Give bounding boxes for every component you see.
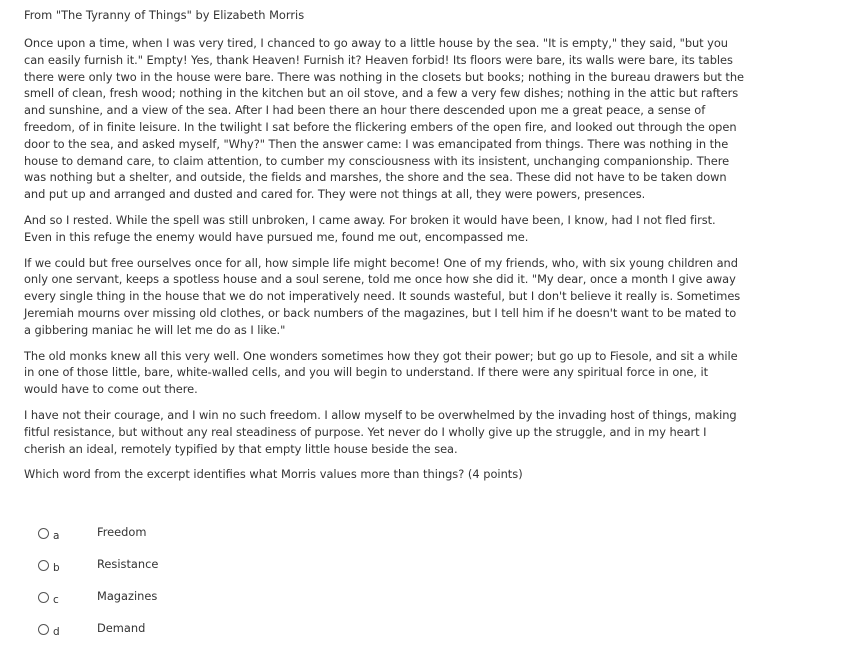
choice-text-b[interactable]: Resistance <box>97 557 159 571</box>
radio-button-a[interactable] <box>38 528 49 539</box>
choice-letter-c: c <box>53 594 59 606</box>
excerpt-paragraph-2: And so I rested. While the spell was still unbroken, I came away. For broken it would have been, I know, had I not fled first. Even in this refuge the enemy would have pursued me, found me out, encompassed me. <box>24 212 716 244</box>
choice-letter-a: a <box>53 530 60 542</box>
choice-text-a[interactable]: Freedom <box>97 525 147 539</box>
choice-c[interactable] <box>38 584 438 616</box>
excerpt-source: From "The Tyranny of Things" by Elizabeth Morris <box>24 8 305 22</box>
excerpt-paragraph-4: The old monks knew all this very well. One wonders sometimes how they got their power; but go up to Fiesole, and sit a while in one of those little, bare, white-walled cells, and you will begin to understand. If there were any spiritual force in one, it would have to come out there. <box>24 348 738 397</box>
choice-text-d[interactable]: Demand <box>97 621 146 635</box>
question-prompt: Which word from the excerpt identifies what Morris values more than things? (4 points) <box>24 467 523 482</box>
radio-button-b[interactable] <box>38 560 49 571</box>
excerpt-paragraph-3: If we could but free ourselves once for all, how simple life might become! One of my friends, who, with six young children and only one servant, keeps a spotless house and a soul serene, told me once how she did it. "My dear, once a month I give away every single thing in the house that we do not imperatively need. It sounds wasteful, but I don't believe it really is. Sometimes Jeremiah mourns over missing old clothes, or back numbers of the magazines, but I tell him if he doesn't want to be mated to a gibbering maniac he will let me do as I like." <box>24 255 741 337</box>
choice-d[interactable] <box>38 616 438 648</box>
choice-b[interactable] <box>38 552 438 584</box>
radio-button-d[interactable] <box>38 624 49 635</box>
choice-letter-b: b <box>53 562 60 574</box>
choice-letter-d: d <box>53 626 60 638</box>
excerpt-paragraph-1: Once upon a time, when I was very tired, I chanced to go away to a little house by the sea. "It is empty," they said, "but you can easily furnish it." Empty! Yes, thank Heaven! Furnish it? Heaven forbid! Its floors were bare, its walls were bare, its tables there were only two in the house were bare. There was nothing in the closets but books; nothing in the bureau drawers but the smell of clean, fresh wood; nothing in the kitchen but an oil stove, and a few a very few dishes; nothing in the attic but rafters and sunshine, and a view of the sea. After I had been there an hour there descended upon me a great peace, a sense of freedom, of in finite leisure. In the twilight I sat before the flickering embers of the open fire, and looked out through the open door to the sea, and asked myself, "Why?" Then the answer came: I was emancipated from things. There was nothing in the house to demand care, to claim attention, to cumber my consciousness with its insistent, unchanging companionship. There was nothing but a shelter, and outside, the fields and marshes, the shore and the sea. These did not have to be taken down and put up and arranged and dusted and cared for. They were not things at all, they were powers, presences. <box>24 36 744 202</box>
question-page <box>24 7 744 483</box>
choice-text-c[interactable]: Magazines <box>97 589 158 603</box>
excerpt-paragraph-5: I have not their courage, and I win no such freedom. I allow myself to be overwhelmed by the invading host of things, making fitful resistance, but without any real steadiness of purpose. Yet never do I wholly give up the struggle, and in my heart I cherish an ideal, remotely typified by that empty little house beside the sea. <box>24 407 737 456</box>
choice-a[interactable] <box>38 520 438 552</box>
radio-button-c[interactable] <box>38 592 49 603</box>
answer-choices <box>38 520 438 648</box>
